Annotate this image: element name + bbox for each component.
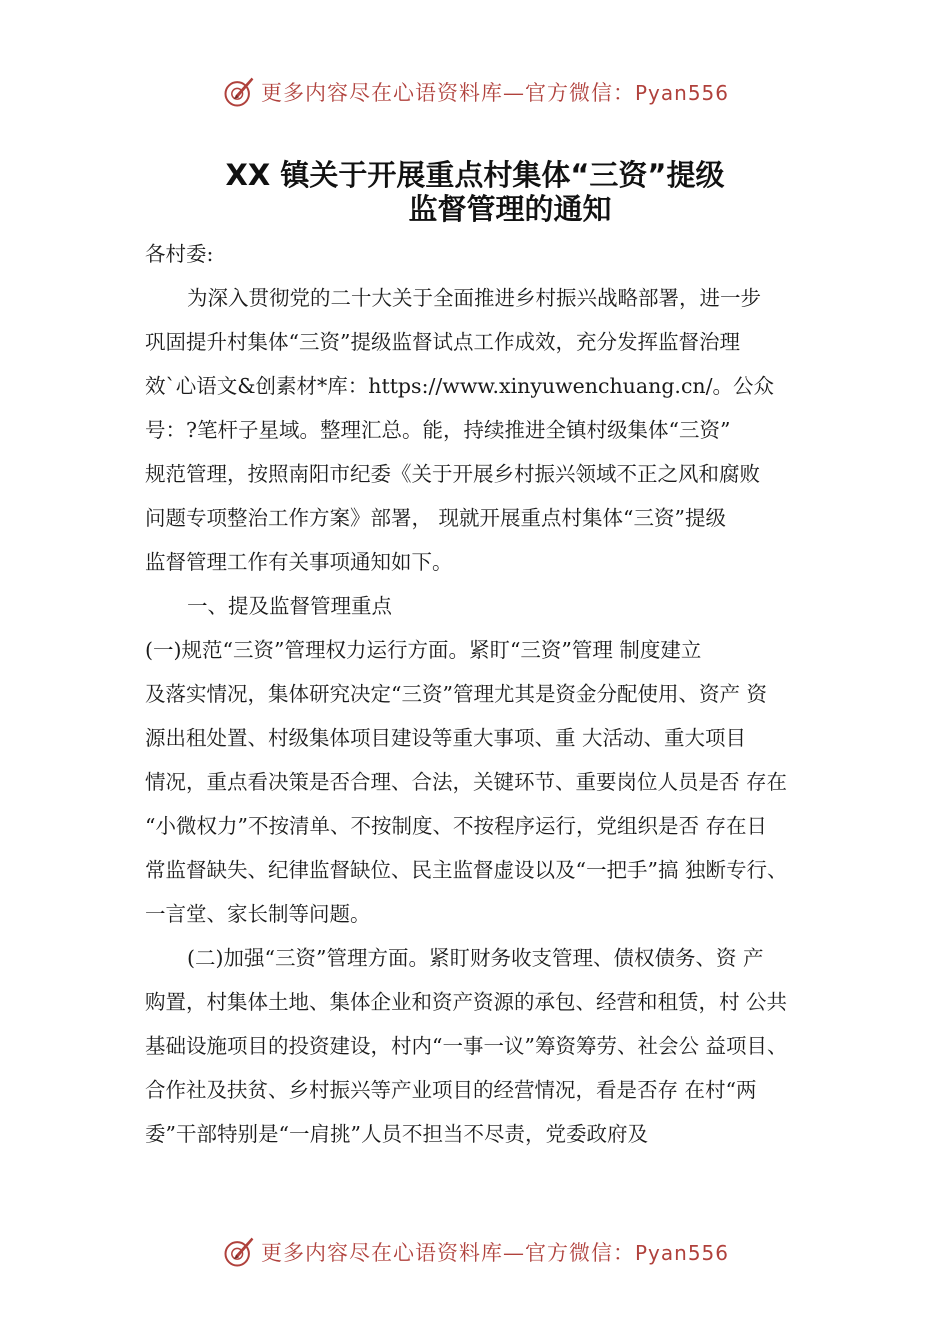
body-line: (一)规范“三资”管理权力运行方面。紧盯“三资”管理 制度建立 bbox=[145, 638, 702, 662]
body-line: 一言堂、家长制等问题。 bbox=[145, 902, 371, 926]
body-line: 效`心语文&创素材*库：https://www.xinyuwenchuang.cn/。公众 bbox=[145, 374, 775, 398]
body-line: 委”干部特别是“一肩挑”人员不担当不尽责，党委政府及 bbox=[145, 1122, 648, 1146]
body-line: 为深入贯彻党的二十大关于全面推进乡村振兴战略部署，进一步 bbox=[187, 286, 761, 310]
body-line: 合作社及扶贫、乡村振兴等产业项目的经营情况，看是否存 在村“两 bbox=[145, 1078, 757, 1102]
salutation: 各村委: bbox=[145, 242, 214, 266]
footer-banner bbox=[0, 1232, 950, 1272]
quill-pen-logo-icon bbox=[221, 74, 257, 110]
body-line: 购置，村集体土地、集体企业和资产资源的承包、经营和租赁，村 公共 bbox=[145, 990, 788, 1014]
body-line: 源出租处置、村级集体项目建设等重大事项、重 大活动、重大项目 bbox=[145, 726, 747, 750]
document-title bbox=[0, 158, 950, 226]
title-line-2: 监督管理的通知 bbox=[408, 192, 612, 226]
document-body bbox=[145, 232, 835, 1156]
section-heading: 一、提及监督管理重点 bbox=[187, 594, 392, 618]
body-line: 常监督缺失、纪律监督缺位、民主监督虚设以及“一把手”搞 独断专行、 bbox=[145, 858, 788, 882]
body-line: 及落实情况，集体研究决定“三资”管理尤其是资金分配使用、资产 资 bbox=[145, 682, 767, 706]
body-line: 巩固提升村集体“三资”提级监督试点工作成效，充分发挥监督治理 bbox=[145, 330, 740, 354]
header-banner bbox=[0, 72, 950, 112]
body-line: 基础设施项目的投资建设，村内“一事一议”筹资筹劳、社会公 益项目、 bbox=[145, 1034, 788, 1058]
body-line: “小微权力”不按清单、不按制度、不按程序运行，党组织是否 存在日 bbox=[145, 814, 767, 838]
title-line-1: XX 镇关于开展重点村集体“三资”提级 bbox=[225, 158, 725, 192]
body-line: 号：?笔杆子星域。整理汇总。能，持续推进全镇村级集体“三资” bbox=[145, 418, 731, 442]
body-line: 规范管理，按照南阳市纪委《关于开展乡村振兴领域不正之风和腐败 bbox=[145, 462, 760, 486]
banner-text: 更多内容尽在心语资料库—官方微信：Pyan556 bbox=[260, 1241, 729, 1265]
body-line: (二)加强“三资”管理方面。紧盯财务收支管理、债权债务、资 产 bbox=[187, 946, 764, 970]
body-line: 情况，重点看决策是否合理、合法，关键环节、重要岗位人员是否 存在 bbox=[145, 770, 788, 794]
quill-pen-logo-icon bbox=[221, 1234, 257, 1270]
body-line: 监督管理工作有关事项通知如下。 bbox=[145, 550, 453, 574]
banner-text: 更多内容尽在心语资料库—官方微信：Pyan556 bbox=[260, 81, 729, 105]
body-line: 问题专项整治工作方案》部署， 现就开展重点村集体“三资”提级 bbox=[145, 506, 726, 530]
